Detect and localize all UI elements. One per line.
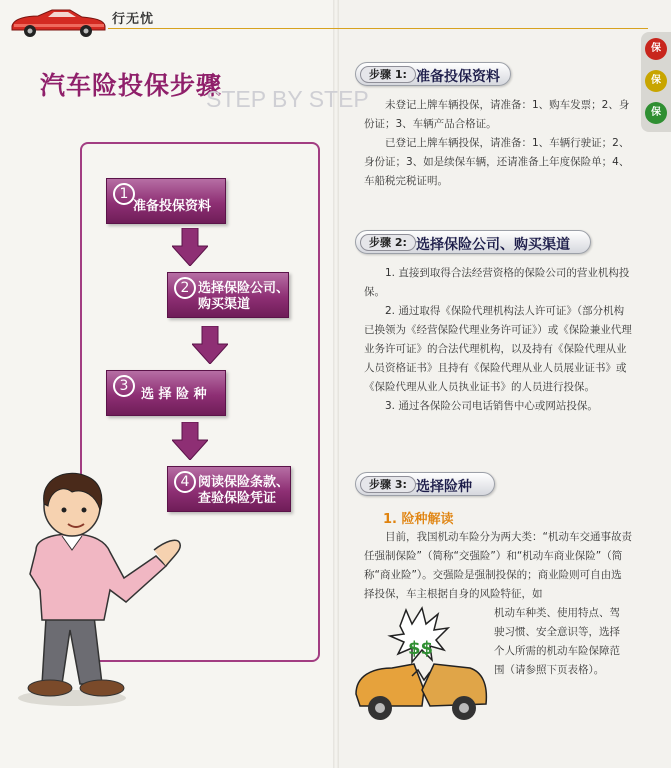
step1-tag: 步骤 1:	[360, 66, 416, 83]
down-arrow-icon	[172, 228, 208, 266]
step1-paragraph: 未登记上牌车辆投保，请准备：1、购车发票；2、身份证；3、车辆产品合格证。	[364, 99, 630, 130]
step2-heading	[355, 230, 591, 254]
flow-step-number: 1	[113, 183, 135, 205]
flow-step-label: 阅读保险条款、 查验保险凭证	[198, 475, 290, 506]
step3-paragraph-side: 机动车种类、使用特点、驾驶习惯、安全意识等，选择个人所需的机动车险保障范围（请参照下页表格）。	[494, 607, 620, 676]
step3-paragraph: 目前，我国机动车险分为两大类：“机动车交通事故责任强制保险”（简称“交强险”）和“机动车商业保险”（简称“商业险”）。交强险是强制投保的；商业险则可自由选择投保，车主根据自身的风险特征，如	[364, 531, 632, 600]
flow-step-number: 3	[113, 375, 135, 397]
flow-step-label: 准备投保资料	[133, 199, 212, 214]
insurance-badge-yellow-icon: 保	[645, 70, 667, 92]
page-subtitle: STEP BY STEP	[206, 86, 369, 112]
flow-step-label: 选择保险公司、 购买渠道	[198, 281, 290, 312]
step2-paragraph: 1. 直接到取得合法经营资格的保险公司的营业机构投保。	[364, 267, 630, 298]
boy-presenting-illustration	[6, 470, 186, 710]
step1-title: 准备投保资料	[416, 69, 500, 85]
insurance-badge-green-icon: 保	[645, 102, 667, 124]
down-arrow-icon	[172, 422, 208, 460]
step1-heading	[355, 62, 511, 86]
flow-step-label: 选 择 险 种	[141, 387, 207, 402]
step3-heading	[355, 472, 495, 496]
red-convertible-car-icon	[8, 4, 108, 38]
flow-step-2	[167, 272, 289, 318]
header-title: 行无忧	[112, 12, 155, 27]
flow-step-3	[106, 370, 226, 416]
step2-tag: 步骤 2:	[360, 234, 416, 251]
page-gutter	[333, 0, 339, 768]
flow-step-number: 4	[174, 471, 196, 493]
car-crash-money-illustration	[352, 606, 492, 726]
side-icon-strip	[641, 32, 671, 132]
step2-text	[364, 264, 632, 416]
step3-text	[364, 528, 632, 604]
down-arrow-icon	[192, 326, 228, 364]
step2-title: 选择保险公司、购买渠道	[416, 237, 570, 253]
header-rule	[108, 28, 648, 29]
step3-tag: 步骤 3:	[360, 476, 416, 493]
step3-subheading: 1. 险种解读	[383, 512, 454, 527]
insurance-badge-red-icon: 保	[645, 38, 667, 60]
svg-text:$$: $$	[408, 638, 434, 659]
step1-paragraph: 已登记上牌车辆投保，请准备：1、车辆行驶证；2、身份证；3、如是续保车辆，还请准备上年度保险单；4、车船税完税证明。	[364, 137, 630, 187]
flow-step-number: 2	[174, 277, 196, 299]
step2-paragraph: 3. 通过各保险公司电话销售中心或网站投保。	[385, 400, 598, 412]
step2-paragraph: 2. 通过取得《保险代理机构法人许可证》（部分机构已换领为《经营保险代理业务许可证》）或《保险兼业代理业务许可证》的合法代理机构，以及持有《保险代理从业人员资格证书》且持有《保险代理从业人员展业证书》或《保险代理从业人员执业证书》的人员进行投保。	[364, 305, 632, 393]
step3-title: 选择险种	[416, 479, 472, 495]
step3-side-text	[494, 604, 630, 680]
flow-step-1	[106, 178, 226, 224]
page-title: 汽车险投保步骤	[40, 71, 223, 100]
step1-text	[364, 96, 632, 191]
